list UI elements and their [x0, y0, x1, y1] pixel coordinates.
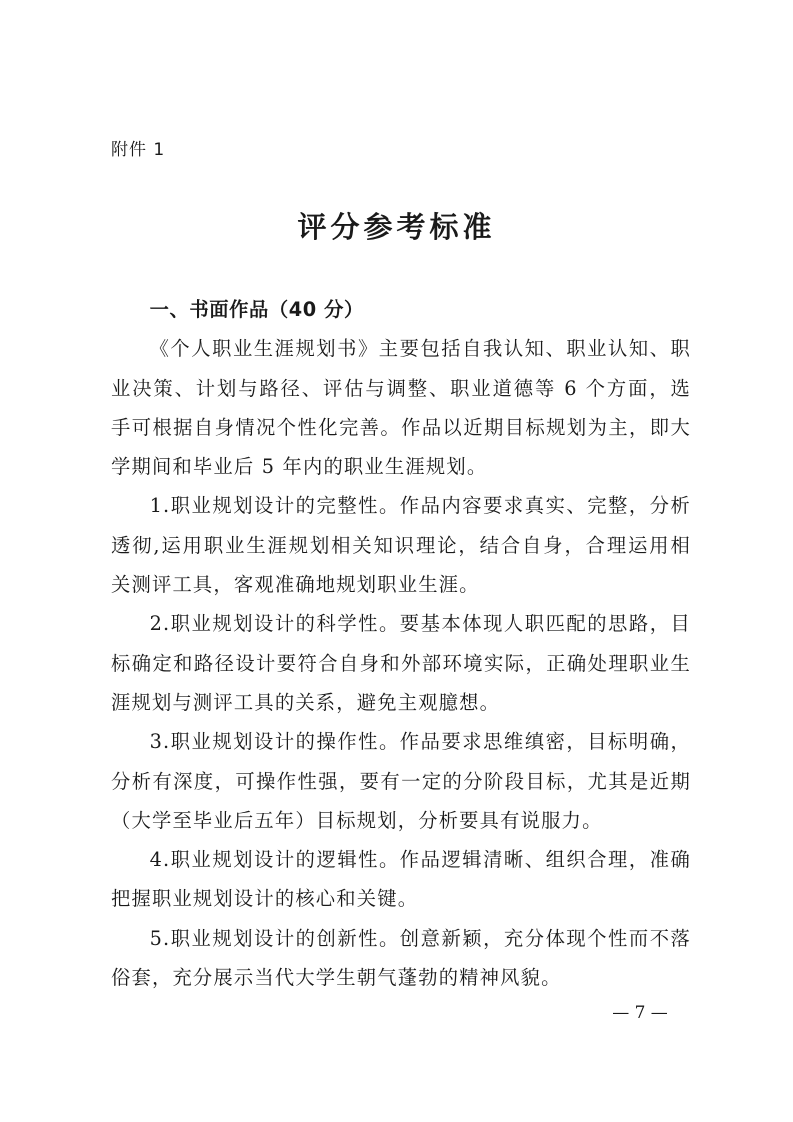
criterion-completeness: 1.职业规划设计的完整性。作品内容要求真实、完整，分析透彻,运用职业生涯规划相关知识理论，结合自身，合理运用相关测评工具，客观准确地规划职业生涯。: [111, 494, 691, 597]
page-title: 评分参考标准: [297, 210, 496, 244]
criterion-logic: 4.职业规划设计的逻辑性。作品逻辑清晰、组织合理，准确把握职业规划设计的核心和关键。: [111, 848, 691, 911]
criterion-operability: 3.职业规划设计的操作性。作品要求思维缜密，目标明确，分析有深度，可操作性强，要有一定的分阶段目标，尤其是近期（大学至毕业后五年）目标规划，分析要具有说服力。: [111, 730, 691, 832]
intro-paragraph: 《个人职业生涯规划书》主要包括自我认知、职业认知、职业决策、计划与路径、评估与调整、职业道德等 6 个方面，选手可根据自身情况个性化完善。作品以近期目标规划为主，即大学期间和毕业后 5 年内的职业生涯规划。: [111, 337, 691, 479]
page-number: — 7 —: [612, 1003, 668, 1023]
section-heading: 一、书面作品（40 分）: [149, 298, 364, 321]
criterion-scientific: 2.职业规划设计的科学性。要基本体现人职匹配的思路，目标确定和路径设计要符合自身和外部环境实际，正确处理职业生涯规划与测评工具的关系，避免主观臆想。: [111, 612, 691, 714]
document-body: [111, 290, 691, 997]
attachment-label: 附件 1: [111, 140, 166, 160]
criterion-innovation: 5.职业规划设计的创新性。创意新颖，充分体现个性而不落俗套，充分展示当代大学生朝气蓬勃的精神风貌。: [111, 926, 691, 990]
